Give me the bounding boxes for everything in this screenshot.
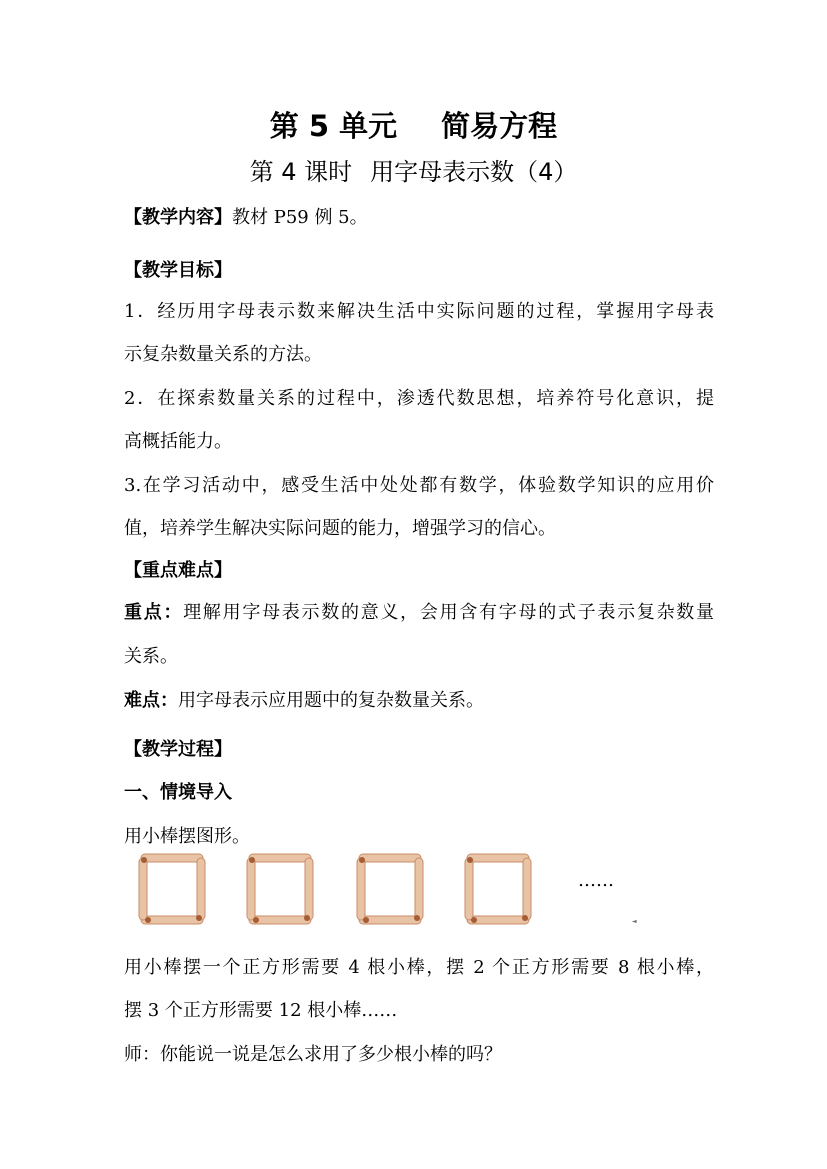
section-intro-heading: 一、情境导入 (124, 782, 232, 803)
difficulty-text: 用字母表示应用题中的复杂数量关系。 (178, 690, 484, 711)
lesson-topic: 用字母表示数（4） (370, 158, 578, 186)
key-point-line-1 (124, 598, 714, 624)
small-mark: ◄ (632, 918, 637, 925)
goal-3-line-1: 3.在学习活动中，感受生活中处处都有数学，体验数学知识的应用价 (124, 475, 714, 496)
goal-1-line-1: 1．经历用字母表示数来解决生活中实际问题的过程，掌握用字母表 (124, 301, 714, 322)
difficulty-label: 难点： (124, 690, 178, 711)
goal-1-line-2: 示复杂数量关系的方法。 (124, 344, 322, 365)
lesson-number: 第 4 课时 (249, 158, 353, 186)
teaching-content (124, 203, 714, 229)
key-point-text: 理解用字母表示数的意义，会用含有字母的式子表示复杂数量 (183, 602, 715, 623)
intro-text: 用小棒摆图形。 (124, 826, 250, 847)
stick-squares-figure (136, 852, 656, 932)
difficulty-line (124, 686, 714, 712)
teaching-content-text: 教材 P59 例 5。 (232, 207, 368, 228)
unit-title (0, 104, 827, 145)
goals-heading: 【教学目标】 (124, 260, 232, 281)
stick-square-2 (244, 852, 316, 926)
paragraph-1-line-1: 用小棒摆一个正方形需要 4 根小棒，摆 2 个正方形需要 8 根小棒， (124, 957, 714, 978)
unit-number: 第 5 单元 (269, 109, 398, 143)
goal-2-line-1: 2．在探索数量关系的过程中，渗透代数思想，培养符号化意识，提 (124, 388, 714, 409)
key-point-line-2: 关系。 (124, 646, 178, 667)
continuation-dots: …… (578, 870, 614, 891)
paragraph-1-line-2: 摆 3 个正方形需要 12 根小棒…… (124, 1000, 398, 1021)
key-points-heading: 【重点难点】 (124, 560, 232, 581)
goal-3-line-2: 值，培养学生解决实际问题的能力，增强学习的信心。 (124, 518, 556, 539)
stick-square-4 (462, 852, 534, 926)
teacher-question: 师：你能说一说是怎么求用了多少根小棒的吗？ (124, 1044, 502, 1065)
lesson-title (0, 152, 827, 187)
unit-topic: 简易方程 (441, 109, 558, 143)
stick-square-1 (136, 852, 208, 926)
stick-square-3 (354, 852, 426, 926)
key-point-label: 重点： (124, 602, 184, 623)
process-heading: 【教学过程】 (124, 739, 232, 760)
goal-2-line-2: 高概括能力。 (124, 431, 232, 452)
teaching-content-label: 【教学内容】 (124, 207, 232, 228)
